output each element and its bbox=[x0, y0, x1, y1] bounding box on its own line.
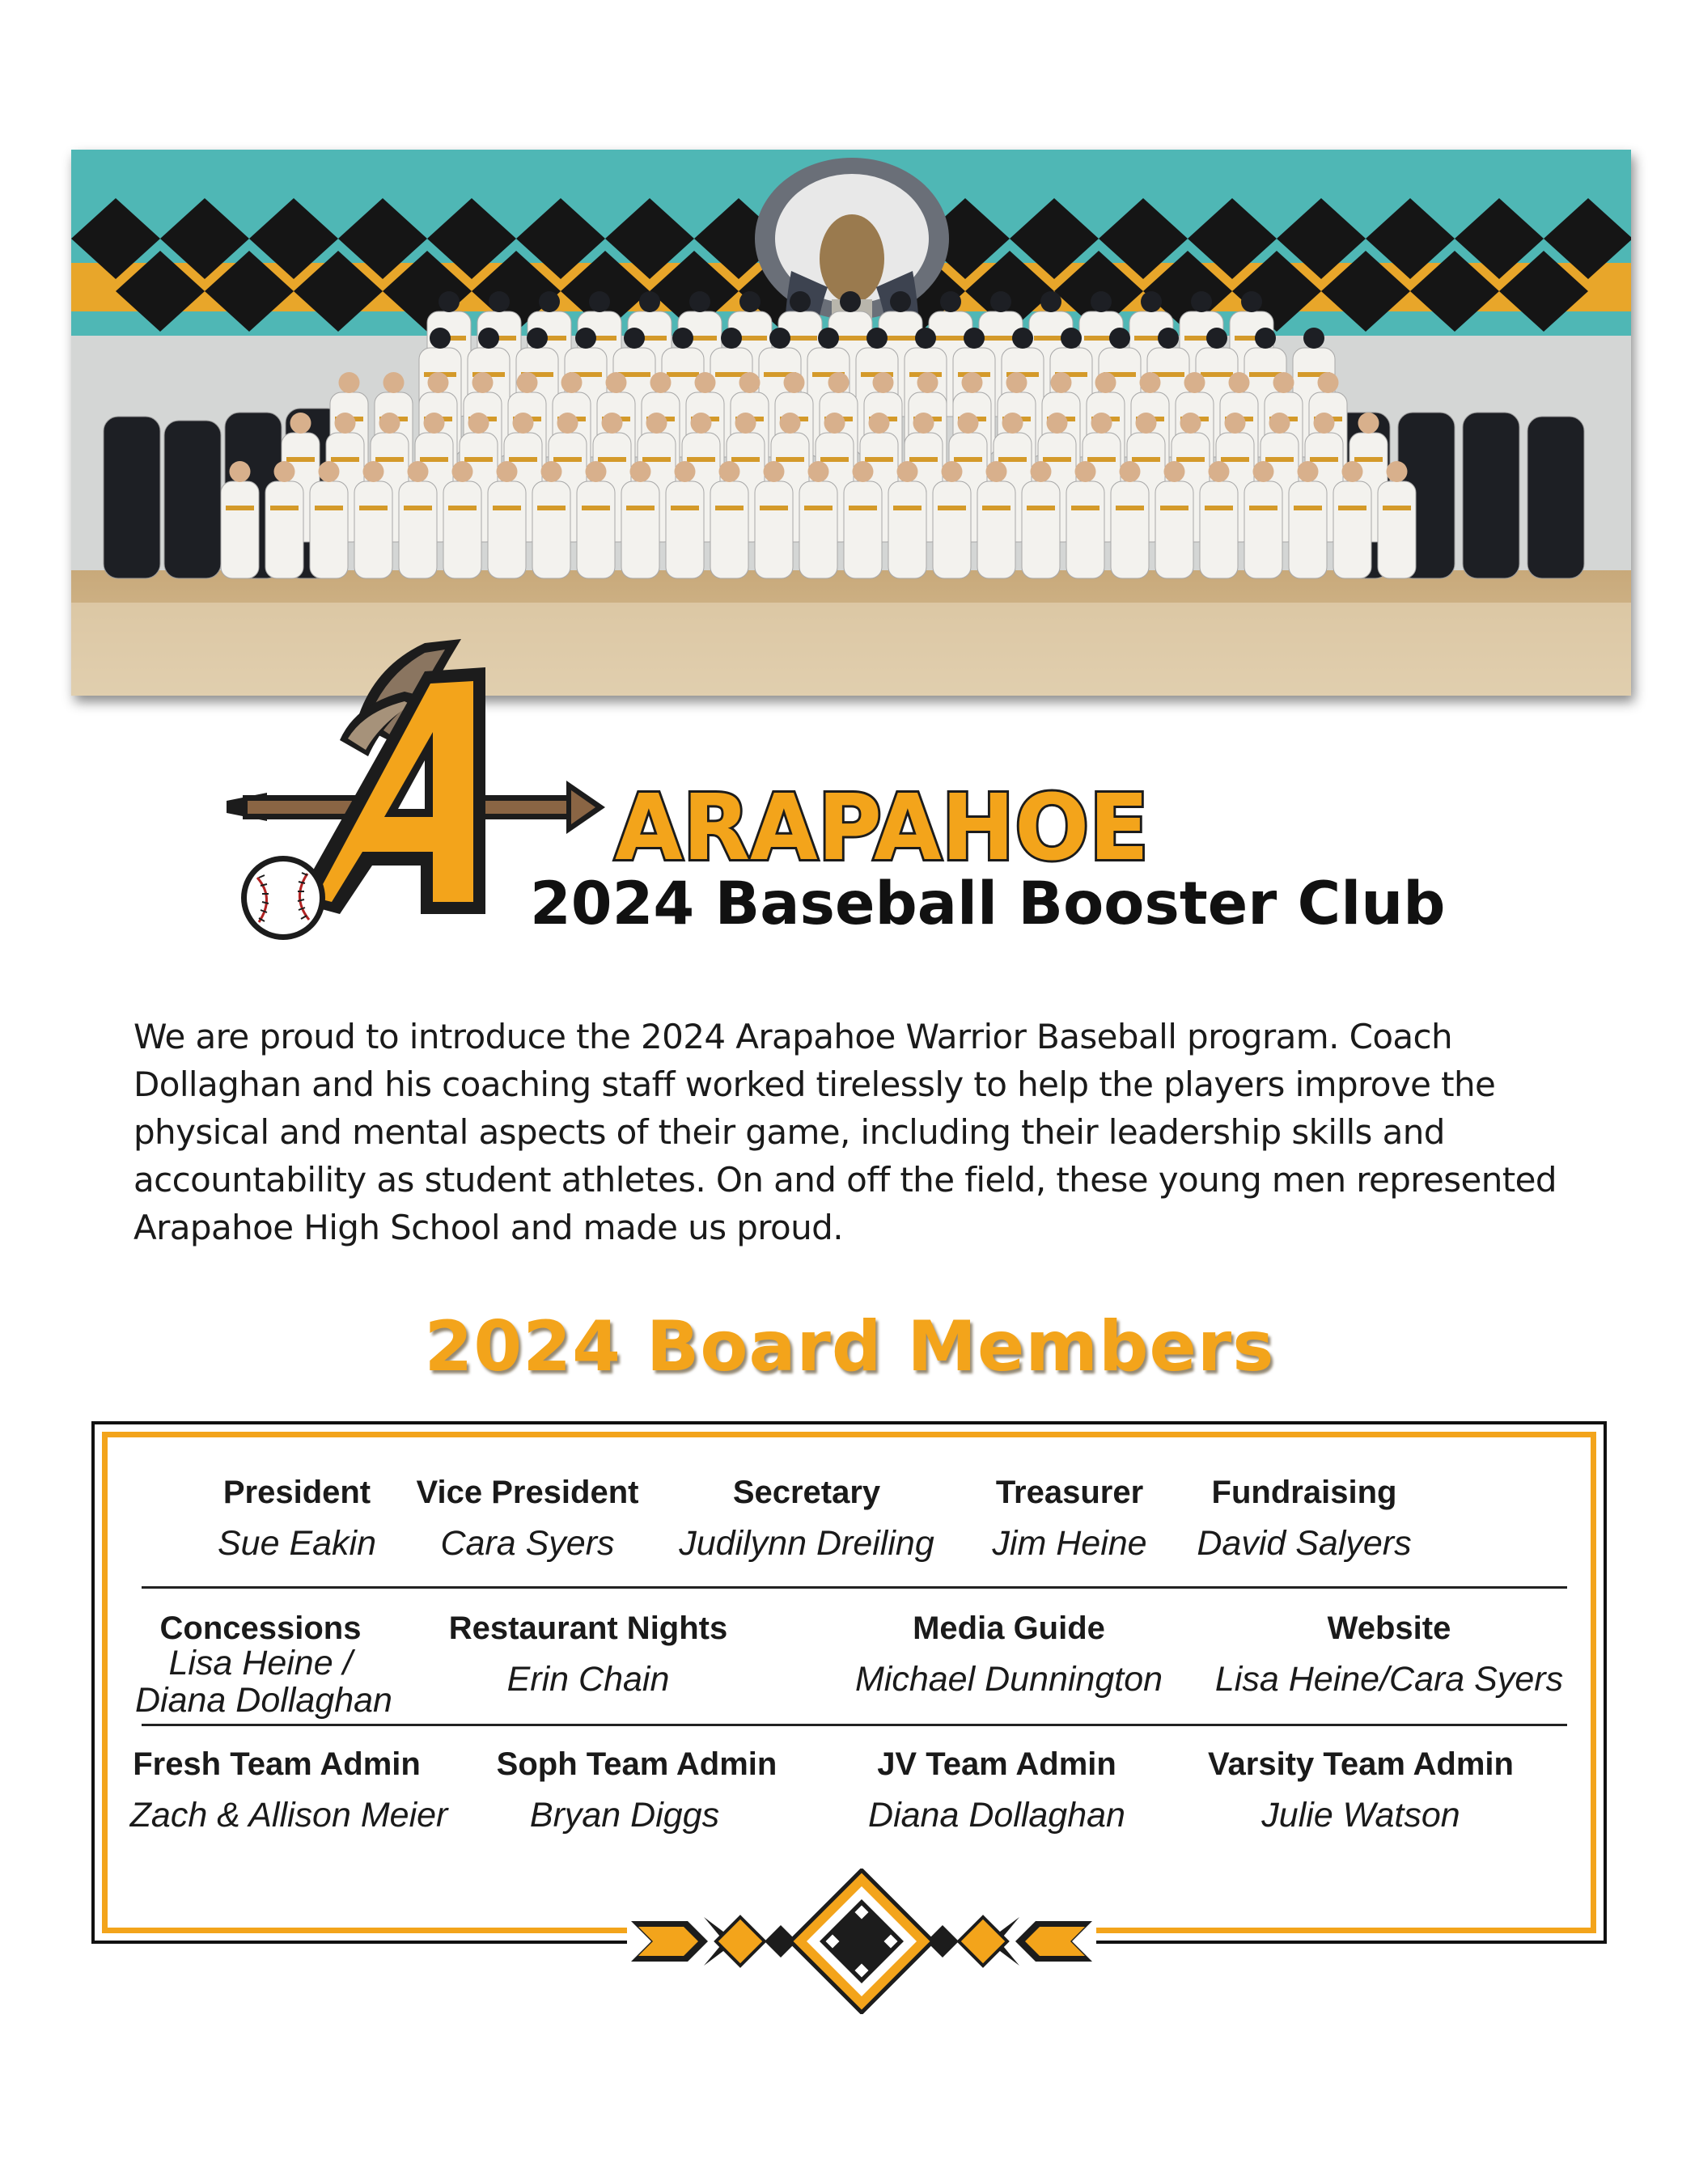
jersey-stripe bbox=[1221, 457, 1249, 462]
jersey-stripe bbox=[226, 506, 254, 510]
name-website: Lisa Heine/Cara Syers bbox=[1214, 1660, 1564, 1699]
player-head bbox=[739, 372, 761, 393]
player-head bbox=[769, 328, 790, 349]
role-fundraising: Fundraising bbox=[1211, 1475, 1397, 1510]
player-head bbox=[719, 461, 740, 482]
player-figure bbox=[710, 481, 748, 578]
player-head bbox=[1141, 291, 1162, 312]
jersey-stripe bbox=[1205, 506, 1233, 510]
jersey-stripe bbox=[1383, 506, 1411, 510]
jersey-stripe bbox=[1087, 457, 1116, 462]
jersey-stripe bbox=[671, 506, 699, 510]
jersey-stripe bbox=[1071, 506, 1099, 510]
jersey-stripe bbox=[286, 457, 315, 462]
player-figure bbox=[399, 481, 437, 578]
player-figure bbox=[1111, 481, 1149, 578]
player-head bbox=[602, 413, 623, 434]
player-figure bbox=[666, 481, 704, 578]
player-figure bbox=[933, 481, 971, 578]
player-head bbox=[691, 413, 712, 434]
jersey-stripe bbox=[642, 457, 671, 462]
player-figure bbox=[1244, 481, 1282, 578]
player-head bbox=[363, 461, 384, 482]
player-head bbox=[408, 461, 429, 482]
player-figure bbox=[265, 481, 303, 578]
jersey-stripe bbox=[493, 506, 521, 510]
jersey-stripe bbox=[1160, 506, 1188, 510]
name-fundraising: David Salyers bbox=[1197, 1524, 1412, 1563]
player-head bbox=[1209, 461, 1230, 482]
player-head bbox=[672, 328, 693, 349]
arapahoe-wordmark bbox=[611, 776, 1153, 881]
player-head bbox=[986, 461, 1007, 482]
row-divider bbox=[142, 1586, 1567, 1589]
player-figure bbox=[888, 481, 926, 578]
player-figure bbox=[532, 481, 570, 578]
row-divider bbox=[142, 1724, 1567, 1726]
name-media-guide: Michael Dunnington bbox=[854, 1660, 1163, 1699]
name-concessions-line2: Diana Dollaghan bbox=[135, 1681, 392, 1720]
name-varsity-team-admin: Julie Watson bbox=[1261, 1796, 1460, 1835]
player-head bbox=[824, 413, 845, 434]
player-figure bbox=[755, 481, 793, 578]
player-head bbox=[290, 413, 311, 434]
player-head bbox=[808, 461, 829, 482]
player-head bbox=[1253, 461, 1274, 482]
player-figure bbox=[354, 481, 392, 578]
name-fresh-team-admin: Zach & Allison Meier bbox=[129, 1796, 448, 1835]
player-head bbox=[721, 328, 742, 349]
player-figure bbox=[1022, 481, 1060, 578]
jersey-stripe bbox=[404, 506, 432, 510]
player-figure bbox=[310, 481, 348, 578]
player-head bbox=[917, 372, 938, 393]
player-head bbox=[472, 372, 494, 393]
player-figure bbox=[488, 481, 526, 578]
player-head bbox=[497, 461, 518, 482]
player-figure bbox=[1200, 481, 1238, 578]
player-head bbox=[1140, 372, 1161, 393]
intro-paragraph: We are proud to introduce the 2024 Arapahoe Warrior Baseball program. Coach Dollaghan and his coaching staff worked tirelessly to help the players improve the physical and mental aspects of their game, including their leadership skills and accountability as student athletes. On and off the field, these young men represented Arapahoe High School and made us proud. bbox=[133, 1017, 1557, 1247]
player-head bbox=[646, 413, 667, 434]
jersey-stripe bbox=[1132, 457, 1160, 462]
name-secretary: Judilynn Dreiling bbox=[679, 1524, 934, 1563]
player-head bbox=[1006, 372, 1027, 393]
player-figure bbox=[1066, 481, 1104, 578]
player-head bbox=[335, 413, 356, 434]
player-head bbox=[1206, 328, 1227, 349]
player-head bbox=[1298, 461, 1319, 482]
player-head bbox=[1091, 291, 1112, 312]
player-head bbox=[1241, 291, 1262, 312]
player-head bbox=[274, 461, 295, 482]
jersey-stripe bbox=[375, 457, 404, 462]
player-head bbox=[675, 461, 696, 482]
player-head bbox=[1303, 328, 1324, 349]
player-figure bbox=[443, 481, 481, 578]
player-head bbox=[873, 372, 894, 393]
jersey-stripe bbox=[448, 506, 477, 510]
board-members-box bbox=[91, 1421, 1607, 1944]
player-head bbox=[527, 328, 548, 349]
player-figure bbox=[577, 481, 615, 578]
player-head bbox=[561, 372, 583, 393]
jersey-stripe bbox=[893, 506, 922, 510]
name-concessions-line1: Lisa Heine / bbox=[168, 1644, 353, 1682]
player-head bbox=[1158, 328, 1179, 349]
jersey-stripe bbox=[938, 506, 966, 510]
player-head bbox=[913, 413, 934, 434]
player-head bbox=[1095, 372, 1116, 393]
player-figure bbox=[621, 481, 659, 578]
player-head bbox=[1255, 328, 1276, 349]
player-head bbox=[940, 291, 961, 312]
player-head bbox=[853, 461, 874, 482]
player-head bbox=[1358, 413, 1379, 434]
player-head bbox=[962, 372, 983, 393]
player-head bbox=[869, 413, 890, 434]
jersey-stripe bbox=[954, 457, 982, 462]
jersey-stripe bbox=[420, 457, 448, 462]
player-head bbox=[1040, 291, 1061, 312]
player-head bbox=[1012, 328, 1033, 349]
jersey-stripe bbox=[934, 336, 968, 341]
role-treasurer: Treasurer bbox=[995, 1475, 1144, 1510]
player-head bbox=[1047, 413, 1068, 434]
jersey-stripe bbox=[760, 506, 788, 510]
player-head bbox=[828, 372, 850, 393]
jersey-stripe bbox=[715, 506, 744, 510]
player-head bbox=[790, 291, 811, 312]
player-head bbox=[818, 328, 839, 349]
player-head bbox=[319, 461, 340, 482]
player-head bbox=[630, 461, 651, 482]
player-head bbox=[1229, 372, 1250, 393]
player-head bbox=[489, 291, 510, 312]
player-head bbox=[230, 461, 251, 482]
jersey-stripe bbox=[1265, 457, 1294, 462]
player-head bbox=[735, 413, 756, 434]
player-head bbox=[915, 328, 936, 349]
role-fresh-team-admin: Fresh Team Admin bbox=[133, 1746, 421, 1782]
jersey-stripe bbox=[270, 506, 299, 510]
player-head bbox=[539, 291, 560, 312]
player-head bbox=[1342, 461, 1363, 482]
role-varsity-team-admin: Varsity Team Admin bbox=[1208, 1746, 1514, 1782]
jersey-stripe bbox=[464, 457, 493, 462]
player-head bbox=[1109, 328, 1130, 349]
player-head bbox=[1164, 461, 1185, 482]
player-head bbox=[624, 328, 645, 349]
player-figure bbox=[1333, 481, 1371, 578]
player-head bbox=[958, 413, 979, 434]
jersey-stripe bbox=[509, 457, 537, 462]
role-restaurant-nights: Restaurant Nights bbox=[448, 1610, 728, 1646]
diamond-ornament-icon bbox=[627, 1869, 1096, 2014]
jersey-stripe bbox=[1338, 506, 1366, 510]
player-head bbox=[964, 328, 985, 349]
jersey-stripe bbox=[1249, 506, 1277, 510]
role-website: Website bbox=[1327, 1610, 1451, 1646]
player-head bbox=[1191, 291, 1212, 312]
jersey-stripe bbox=[598, 457, 626, 462]
player-head bbox=[990, 291, 1011, 312]
player-head bbox=[517, 372, 538, 393]
team-photo bbox=[71, 150, 1631, 696]
player-head bbox=[1136, 413, 1157, 434]
wordmark-text: ARAPAHOE bbox=[615, 776, 1149, 881]
player-head bbox=[639, 291, 660, 312]
player-figure bbox=[1155, 481, 1193, 578]
player-figure bbox=[977, 481, 1015, 578]
player-head bbox=[424, 413, 445, 434]
jersey-stripe bbox=[687, 457, 715, 462]
player-figure bbox=[1378, 481, 1416, 578]
role-concessions: Concessions bbox=[159, 1610, 362, 1646]
player-head bbox=[1387, 461, 1408, 482]
player-head bbox=[383, 372, 405, 393]
jersey-stripe bbox=[865, 457, 893, 462]
name-president: Sue Eakin bbox=[217, 1524, 377, 1563]
player-head bbox=[1273, 372, 1294, 393]
player-head bbox=[1184, 372, 1205, 393]
role-media-guide: Media Guide bbox=[913, 1610, 1105, 1646]
role-soph-team-admin: Soph Team Admin bbox=[496, 1746, 777, 1782]
player-head bbox=[439, 291, 460, 312]
name-jv-team-admin: Diana Dollaghan bbox=[868, 1796, 1125, 1835]
player-head bbox=[1318, 372, 1339, 393]
player-head bbox=[606, 372, 627, 393]
player-figure bbox=[1289, 481, 1327, 578]
player-head bbox=[695, 372, 716, 393]
player-head bbox=[575, 328, 596, 349]
player-head bbox=[840, 291, 861, 312]
player-figure bbox=[799, 481, 837, 578]
player-head bbox=[764, 461, 785, 482]
role-president: President bbox=[222, 1475, 371, 1510]
page-title: 2024 Baseball Booster Club bbox=[530, 870, 1446, 938]
jersey-stripe bbox=[315, 506, 343, 510]
jersey-stripe bbox=[883, 336, 917, 341]
player-head bbox=[379, 413, 400, 434]
player-head bbox=[1002, 413, 1023, 434]
player-head bbox=[589, 291, 610, 312]
role-secretary: Secretary bbox=[732, 1475, 881, 1510]
jersey-stripe bbox=[582, 506, 610, 510]
player-head bbox=[513, 413, 534, 434]
player-head bbox=[890, 291, 911, 312]
jersey-stripe bbox=[359, 506, 388, 510]
player-head bbox=[1225, 413, 1246, 434]
jersey-stripe bbox=[849, 506, 877, 510]
player-head bbox=[468, 413, 489, 434]
player-head bbox=[780, 413, 801, 434]
player-head bbox=[586, 461, 607, 482]
jersey-stripe bbox=[1043, 457, 1071, 462]
jersey-stripe bbox=[731, 457, 760, 462]
player-head bbox=[557, 413, 578, 434]
player-head bbox=[339, 372, 360, 393]
jersey-stripe bbox=[804, 506, 833, 510]
player-head bbox=[1180, 413, 1201, 434]
name-soph-team-admin: Bryan Diggs bbox=[529, 1796, 720, 1835]
player-head bbox=[650, 372, 672, 393]
jersey-stripe bbox=[998, 457, 1027, 462]
jersey-stripe bbox=[626, 506, 655, 510]
player-head bbox=[1091, 413, 1112, 434]
jersey-stripe bbox=[1027, 506, 1055, 510]
jersey-stripe bbox=[667, 372, 699, 377]
player-head bbox=[689, 291, 710, 312]
player-head bbox=[1269, 413, 1290, 434]
jersey-stripe bbox=[1176, 457, 1205, 462]
player-head bbox=[452, 461, 473, 482]
role-jv-team-admin: JV Team Admin bbox=[877, 1746, 1116, 1782]
board-heading: 2024 Board Members bbox=[424, 1306, 1275, 1387]
name-treasurer: Jim Heine bbox=[992, 1524, 1147, 1563]
jersey-stripe bbox=[537, 506, 566, 510]
player-head bbox=[784, 372, 805, 393]
player-head bbox=[478, 328, 499, 349]
jersey-stripe bbox=[1294, 506, 1322, 510]
player-head bbox=[430, 328, 451, 349]
jersey-stripe bbox=[1201, 372, 1233, 377]
player-figure bbox=[844, 481, 882, 578]
player-head bbox=[541, 461, 562, 482]
player-head bbox=[1314, 413, 1335, 434]
jersey-stripe bbox=[1310, 457, 1338, 462]
player-head bbox=[897, 461, 918, 482]
player-head bbox=[739, 291, 761, 312]
role-vice-president: Vice President bbox=[416, 1475, 639, 1510]
jersey-stripe bbox=[909, 457, 938, 462]
player-head bbox=[1051, 372, 1072, 393]
player-head bbox=[1075, 461, 1096, 482]
player-figure bbox=[221, 481, 259, 578]
jersey-stripe bbox=[820, 457, 849, 462]
jersey-stripe bbox=[1116, 506, 1144, 510]
jersey-stripe bbox=[331, 457, 359, 462]
jersey-stripe bbox=[776, 457, 804, 462]
name-restaurant-nights: Erin Chain bbox=[506, 1660, 670, 1699]
player-head bbox=[428, 372, 449, 393]
jersey-stripe bbox=[553, 457, 582, 462]
jersey-stripe bbox=[1354, 457, 1383, 462]
jersey-stripe bbox=[982, 506, 1011, 510]
player-head bbox=[866, 328, 888, 349]
name-vice-president: Cara Syers bbox=[440, 1524, 615, 1563]
player-head bbox=[1031, 461, 1052, 482]
player-head bbox=[1061, 328, 1082, 349]
player-head bbox=[942, 461, 963, 482]
player-head bbox=[1120, 461, 1141, 482]
